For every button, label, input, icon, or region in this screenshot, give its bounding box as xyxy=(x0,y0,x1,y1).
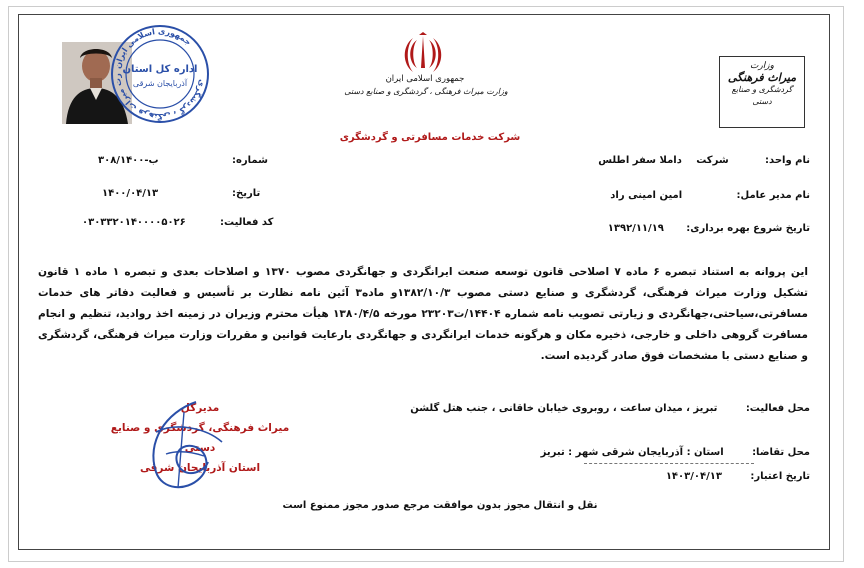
ministry-title: وزارت میراث فرهنگی ، گردشگری و صنایع دستی xyxy=(344,87,508,96)
signature-line-3: استان آذربایجان شرقی xyxy=(139,462,261,474)
license-body-text: این پروانه به استناد تبصره ۶ ماده ۷ اصلاحی قانون توسعه صنعت ایرانگردی و جهانگردی مصوب ۱۳۷۰ و اصلاحات بعدی و تبصره ۱ ماده ۱ قانون تشکیل وزارت میراث فرهنگی، گردشگری و صنایع دستی مصوب ۱۳۸۲/۱۰/۳و ماده۳ آئین نامه نظارت بر تأسیس و فعالیت دفاتر های خدمات مسافرتی،سیاحتی،جهانگردی و زیارتی تصویب نامه شماره ۱۴۴۰۴/ت۲۳۲۰۳ مورخه ۱۳۸۰/۴/۵ هیأت محترم وزیران در زمینه اخذ روادید، تنظیم و انجام مسافرت گروهی داخلی و خارجی، ذخیره مکان و هرگونه خدمات ایرانگردی و جهانگردی بارعایت قوانین و مقررات وزارت میراث فرهنگی، گردشگری و صنایع دستی با مشخصات فوق صادر گردیده است. xyxy=(38,266,809,362)
validity-label: تاریخ اعتبار: xyxy=(750,471,810,482)
number-value: ب-۳۰۸/۱۴۰۰ xyxy=(98,155,159,166)
date-value: ۱۴۰۰/۰۴/۱۳ xyxy=(102,188,159,199)
emblem-icon xyxy=(400,32,446,74)
stamp-middle-text: اداره کل استان xyxy=(122,64,198,75)
number-label: شماره: xyxy=(232,155,268,166)
stamp-inner-text: آذربایجان شرقی xyxy=(132,79,188,88)
company-type-title: شرکت خدمات مسافرتی و گردشگری xyxy=(339,132,521,143)
date-label: تاریخ: xyxy=(232,188,261,199)
activity-place-label: محل فعالیت: xyxy=(745,403,810,414)
start-date-label: تاریخ شروع بهره برداری: xyxy=(686,223,810,234)
activity-code-label: کد فعالیت: xyxy=(220,217,274,228)
footer-notice: نقل و انتقال مجوز بدون موافقت مرجع صدور مجوز ممنوع است xyxy=(282,500,598,511)
unit-name-label: نام واحد: xyxy=(765,155,810,166)
start-date-row xyxy=(608,223,810,234)
request-place-label: محل تقاضا: xyxy=(752,447,810,458)
request-place-divider xyxy=(584,463,754,464)
activity-place-row xyxy=(410,403,810,414)
stamp-ring-text: جمهوری اسلامی ایران xyxy=(113,26,193,70)
republic-title: جمهوری اسلامی ایران xyxy=(385,74,465,84)
signature-line-1: مدیرکل xyxy=(180,402,220,414)
stamp-ring-text-2: رت میراث فرهنگی ، گردشگری xyxy=(112,73,207,122)
ministry-logo xyxy=(719,56,805,128)
manager-label: نام مدیر عامل: xyxy=(736,190,810,201)
request-place-value: استان : آذربایجان شرقی شهر : تبریز xyxy=(540,447,724,458)
ministry-logo-line: میراث فرهنگی xyxy=(727,71,797,84)
manager-value: امین امینی راد xyxy=(610,190,683,201)
start-date-value: ۱۳۹۲/۱۱/۱۹ xyxy=(607,223,664,234)
activity-code-value: ۰۳۰۳۳۲۰۱۴۰۰۰۰۵۰۲۶ xyxy=(82,217,186,228)
ministry-logo-line: گردشگری و صنایع دستی xyxy=(731,85,793,106)
validity-value: ۱۴۰۳/۰۴/۱۳ xyxy=(665,471,722,482)
activity-place-value: تبریز ، میدان ساعت ، روبروی خیابان خاقانی ، جنب هتل گلشن xyxy=(410,403,718,414)
unit-name-value: داملا سفر اطلس xyxy=(598,155,682,166)
validity-row xyxy=(666,471,810,482)
manager-row xyxy=(610,190,810,201)
signature-line-2: میراث فرهنگی، گردشگری و صنایع دستی xyxy=(110,422,290,454)
signature-scribble xyxy=(126,392,236,502)
unit-name-prefix: شرکت xyxy=(696,155,729,166)
unit-name-row xyxy=(598,155,810,166)
official-stamp xyxy=(108,22,212,126)
request-place-row xyxy=(541,447,810,458)
ministry-logo-line: وزارت xyxy=(749,61,774,71)
